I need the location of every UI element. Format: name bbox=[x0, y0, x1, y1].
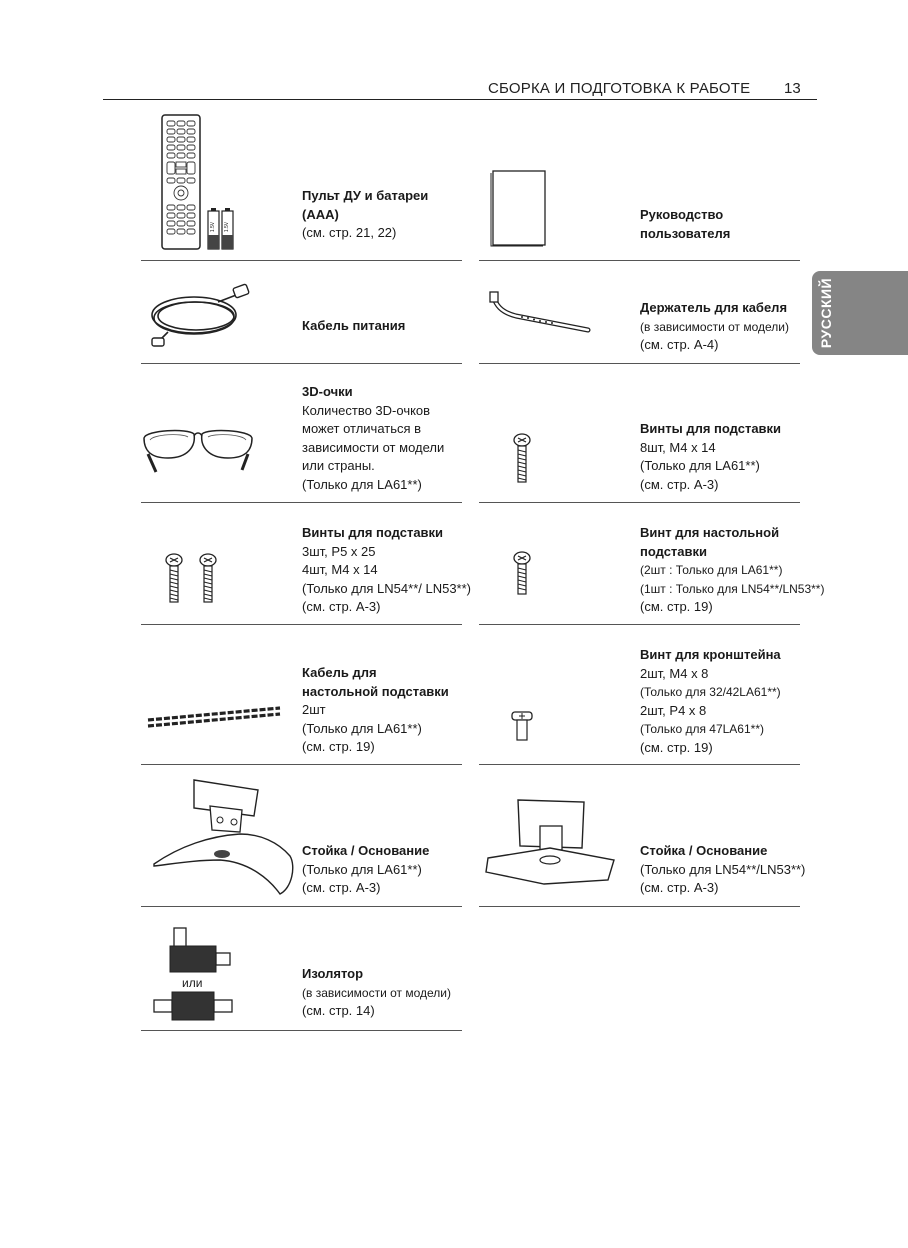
page-number: 13 bbox=[784, 80, 801, 97]
desk-stand-screw-illustration bbox=[510, 550, 534, 598]
3d-glasses-line-1: Количество 3D-очков bbox=[302, 402, 431, 418]
section-title: СБОРКА И ПОДГОТОВКА К РАБОТЕ bbox=[488, 80, 751, 97]
user-manual-illustration bbox=[488, 165, 552, 249]
language-tab-label: РУССКИЙ bbox=[818, 277, 834, 349]
header-divider bbox=[103, 99, 817, 100]
3d-glasses-illustration bbox=[138, 418, 258, 478]
power-cable-title: Кабель питания bbox=[302, 318, 406, 333]
desk-stand-cable-illustration bbox=[144, 702, 284, 732]
isolator-description bbox=[302, 965, 451, 1021]
battery-label-2: 1.5V bbox=[224, 221, 230, 233]
desk-screw-title-1: Винт для настольной bbox=[640, 525, 780, 540]
row-divider bbox=[141, 363, 462, 364]
bracket-screw-line-1: 2шт, M4 x 8 bbox=[640, 665, 709, 681]
desk-screw-description bbox=[640, 524, 824, 617]
cable-holder-title: Держатель для кабеля bbox=[640, 300, 788, 315]
cable-holder-illustration bbox=[486, 290, 596, 340]
row-divider bbox=[141, 906, 462, 907]
desk-cable-title-1: Кабель для bbox=[302, 665, 377, 680]
stand-base-ln54-illustration bbox=[484, 790, 624, 890]
desk-cable-line-1: 2шт bbox=[302, 702, 326, 717]
3d-glasses-line-2: может отличаться в bbox=[302, 421, 422, 436]
isolator-ref: (см. стр. 14) bbox=[302, 1003, 375, 1018]
stand-screws-1-line-1: 8шт, M4 x 14 bbox=[640, 439, 716, 455]
desk-screw-note-1: (2шт : Только для LA61**) bbox=[640, 563, 783, 577]
stand-base-2-line-2: (см. стр. А-3) bbox=[640, 880, 719, 895]
isolator-title: Изолятор bbox=[302, 966, 364, 981]
manual-title-1: Руководство bbox=[640, 207, 724, 222]
bracket-screw-description bbox=[640, 646, 781, 757]
remote-ref: (см. стр. 21, 22) bbox=[302, 225, 397, 240]
3d-glasses-description bbox=[302, 383, 444, 494]
3d-glasses-title: 3D-очки bbox=[302, 384, 353, 399]
desk-screw-note-2: (1шт : Только для LN54**/LN53**) bbox=[640, 581, 825, 596]
row-divider bbox=[479, 764, 800, 765]
power-cable-description bbox=[302, 317, 405, 336]
language-tab bbox=[812, 271, 908, 355]
stand-screws-1-line-2: (Только для LA61**) bbox=[640, 458, 760, 473]
manual-description bbox=[640, 206, 730, 243]
stand-screws-1-title: Винты для подставки bbox=[640, 421, 782, 436]
row-divider bbox=[479, 624, 800, 625]
stand-screws-pair-illustration bbox=[160, 552, 224, 606]
row-divider bbox=[141, 502, 462, 503]
battery-label-1: 1.5V bbox=[210, 221, 216, 233]
bracket-screw-note-1: (Только для 32/42LA61**) bbox=[640, 685, 781, 699]
stand-screws-2-line-1: 3шт, P5 x 25 bbox=[302, 543, 376, 559]
stand-base-1-line-2: (см. стр. А-3) bbox=[302, 880, 381, 895]
bracket-screw-line-2: 2шт, P4 x 8 bbox=[640, 702, 707, 718]
cable-holder-ref: (см. стр. А-4) bbox=[640, 337, 719, 352]
desk-screw-title-2: подставки bbox=[640, 543, 708, 559]
stand-base-2-line-1: (Только для LN54**/LN53**) bbox=[640, 861, 806, 877]
stand-base-1-title: Стойка / Основание bbox=[302, 843, 430, 858]
bracket-screw-illustration bbox=[510, 710, 534, 744]
cable-holder-note: (в зависимости от модели) bbox=[640, 319, 789, 334]
desk-screw-ref: (см. стр. 19) bbox=[640, 599, 713, 614]
remote-description bbox=[302, 187, 428, 243]
row-divider bbox=[479, 502, 800, 503]
3d-glasses-line-3: зависимости от модели bbox=[302, 439, 445, 455]
row-divider bbox=[141, 624, 462, 625]
stand-screws-1-description bbox=[640, 420, 781, 494]
3d-glasses-line-4: или страны. bbox=[302, 458, 375, 473]
row-divider bbox=[141, 260, 462, 261]
stand-base-2-title: Стойка / Основание bbox=[640, 843, 768, 858]
stand-screws-2-line-3: (Только для LN54**/ LN53**) bbox=[302, 580, 471, 596]
desk-cable-line-2: (Только для LA61**) bbox=[302, 720, 422, 736]
manual-title-2: пользователя bbox=[640, 225, 731, 241]
bracket-screw-note-2: (Только для 47LA61**) bbox=[640, 722, 764, 736]
row-divider bbox=[479, 363, 800, 364]
row-divider bbox=[479, 906, 800, 907]
remote-title-2: (AAA) bbox=[302, 206, 339, 222]
desk-cable-line-3: (см. стр. 19) bbox=[302, 739, 375, 754]
remote-title-1: Пульт ДУ и батареи bbox=[302, 188, 429, 203]
stand-base-la61-illustration bbox=[150, 776, 300, 896]
cable-holder-description bbox=[640, 299, 789, 355]
stand-base-1-description bbox=[302, 842, 429, 898]
stand-screw-illustration bbox=[510, 432, 534, 486]
power-cable-illustration bbox=[148, 280, 258, 350]
stand-screws-2-description bbox=[302, 524, 471, 617]
row-divider bbox=[141, 764, 462, 765]
row-divider bbox=[479, 260, 800, 261]
bracket-screw-title: Винт для кронштейна bbox=[640, 647, 781, 662]
stand-base-2-description bbox=[640, 842, 805, 898]
remote-control-illustration bbox=[160, 113, 240, 253]
row-divider bbox=[141, 1030, 462, 1031]
isolator-note: (в зависимости от модели) bbox=[302, 985, 451, 1000]
bracket-screw-ref: (см. стр. 19) bbox=[640, 739, 713, 755]
desk-cable-description bbox=[302, 664, 449, 757]
isolator-or-label: или bbox=[182, 976, 203, 990]
stand-screws-2-line-2: 4шт, M4 x 14 bbox=[302, 562, 378, 577]
stand-screws-2-title: Винты для подставки bbox=[302, 525, 444, 540]
stand-screws-2-line-4: (см. стр. А-3) bbox=[302, 599, 381, 614]
stand-screws-1-line-3: (см. стр. А-3) bbox=[640, 476, 719, 492]
3d-glasses-line-5: (Только для LA61**) bbox=[302, 476, 422, 492]
desk-cable-title-2: настольной подставки bbox=[302, 683, 449, 699]
stand-base-1-line-1: (Только для LA61**) bbox=[302, 861, 422, 877]
